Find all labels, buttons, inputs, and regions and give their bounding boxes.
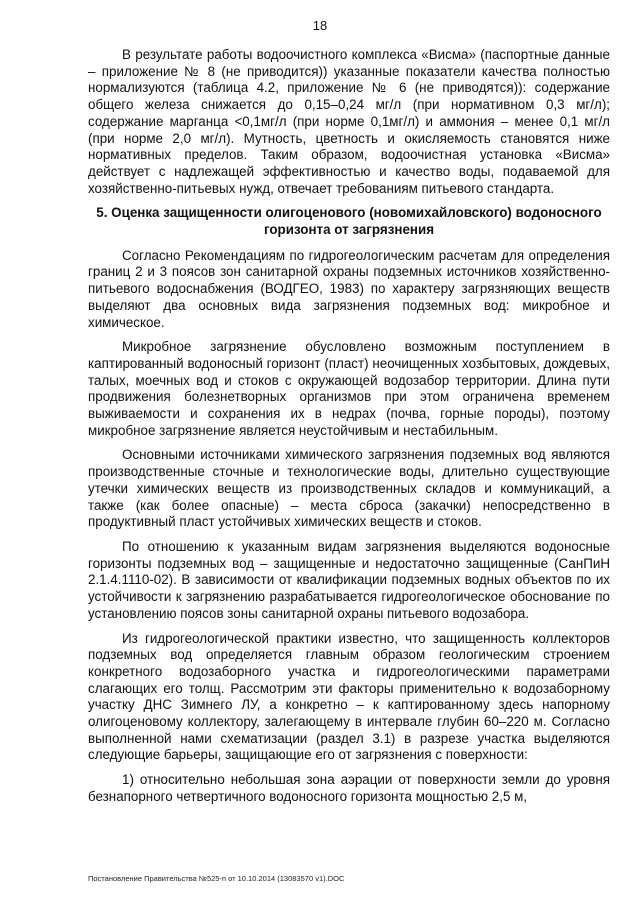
- paragraph: Основными источниками химического загрязнения подземных вод являются производственные сточные и технологические воды, длительно существующие утечки химических веществ из производственных складов и коммуникаций, а также (как более опасные) – места сброса (закачки) непосредственно в продуктивный пласт устойчивых химических веществ и стоков.: [88, 447, 610, 530]
- paragraph: По отношению к указанным видам загрязнения выделяются водоносные горизонты подземных вод – защищенные и недостаточно защищенные (СанПиН 2.1.4.1110-02). В зависимости от квалификации подземных водных объектов по их устойчивости к загрязнению разрабатывается гидрогеологическое обоснование по установлению поясов зоны санитарной охраны питьевого водозабора.: [88, 538, 610, 621]
- document-footer: Постановление Правительства №525-п от 10.10.2014 (13083570 v1).DOC: [88, 874, 345, 883]
- paragraph: Из гидрогеологической практики известно, что защищенность коллекторов подземных вод определяется главным образом геологическим строением конкретного водозаборного участка и гидрогеологическими параметрами слагающих его толщ. Рассмотрим эти факторы применительно к водозаборному участку ДНС Зимнего ЛУ, а конкретно – к каптированному здесь напорному олигоценовому коллектору, залегающему в интервале глубин 60–220 м. Согласно выполненной нами схематизации (раздел 3.1) в разрезе участка выделяются следующие барьеры, защищающие его от загрязнения с поверхности:: [88, 630, 610, 763]
- paragraph: Микробное загрязнение обусловлено возможным поступлением в каптированный водоносный горизонт (пласт) неочищенных хозбытовых, дождевых, талых, моечных вод и стоков с окружающей водозабор территории. Длина пути продвижения болезнетворных организмов при этом ограничена временем выживаемости и сохранения их в недрах (почва, горные породы), поэтому микробное загрязнение является неустойчивым и нестабильным.: [88, 339, 610, 438]
- paragraph: 1) относительно небольшая зона аэрации от поверхности земли до уровня безнапорного четвертичного водоносного горизонта мощностью 2,5 м,: [88, 772, 610, 804]
- document-body: [88, 47, 610, 806]
- section-heading: 5. Оценка защищенности олигоценового (новомихайловского) водоносного горизонта от загрязнения: [96, 205, 602, 238]
- page-number: 18: [312, 18, 328, 33]
- paragraph: Согласно Рекомендациям по гидрогеологическим расчетам для определения границ 2 и 3 поясов зон санитарной охраны подземных источников хозяйственно-питьевого водоснабжения (ВОДГЕО, 1983) по характеру загрязняющих веществ выделяют два основных вида загрязнения подземных вод: микробное и химическое.: [88, 247, 610, 330]
- paragraph: В результате работы водоочистного комплекса «Висма» (паспортные данные – приложение № 8 (не приводится)) указанные показатели качества полностью нормализуются (таблица 4.2, приложение № 6 (не приводятся)): содержание общего железа снижается до 0,15–0,24 мг/л (при нормативном 0,3 мг/л); содержание марганца <0,1мг/л (при норме 0,1мг/л) и аммония – менее 0,1 мг/л (при норме 2,0 мг/л). Мутность, цветность и окисляемость становятся ниже нормативных пределов. Таким образом, водоочистная установка «Висма» действует с надлежащей эффективностью и качество воды, подаваемой для хозяйственно-питьевых нужд, отвечает требованиям питьевого стандарта.: [88, 47, 610, 196]
